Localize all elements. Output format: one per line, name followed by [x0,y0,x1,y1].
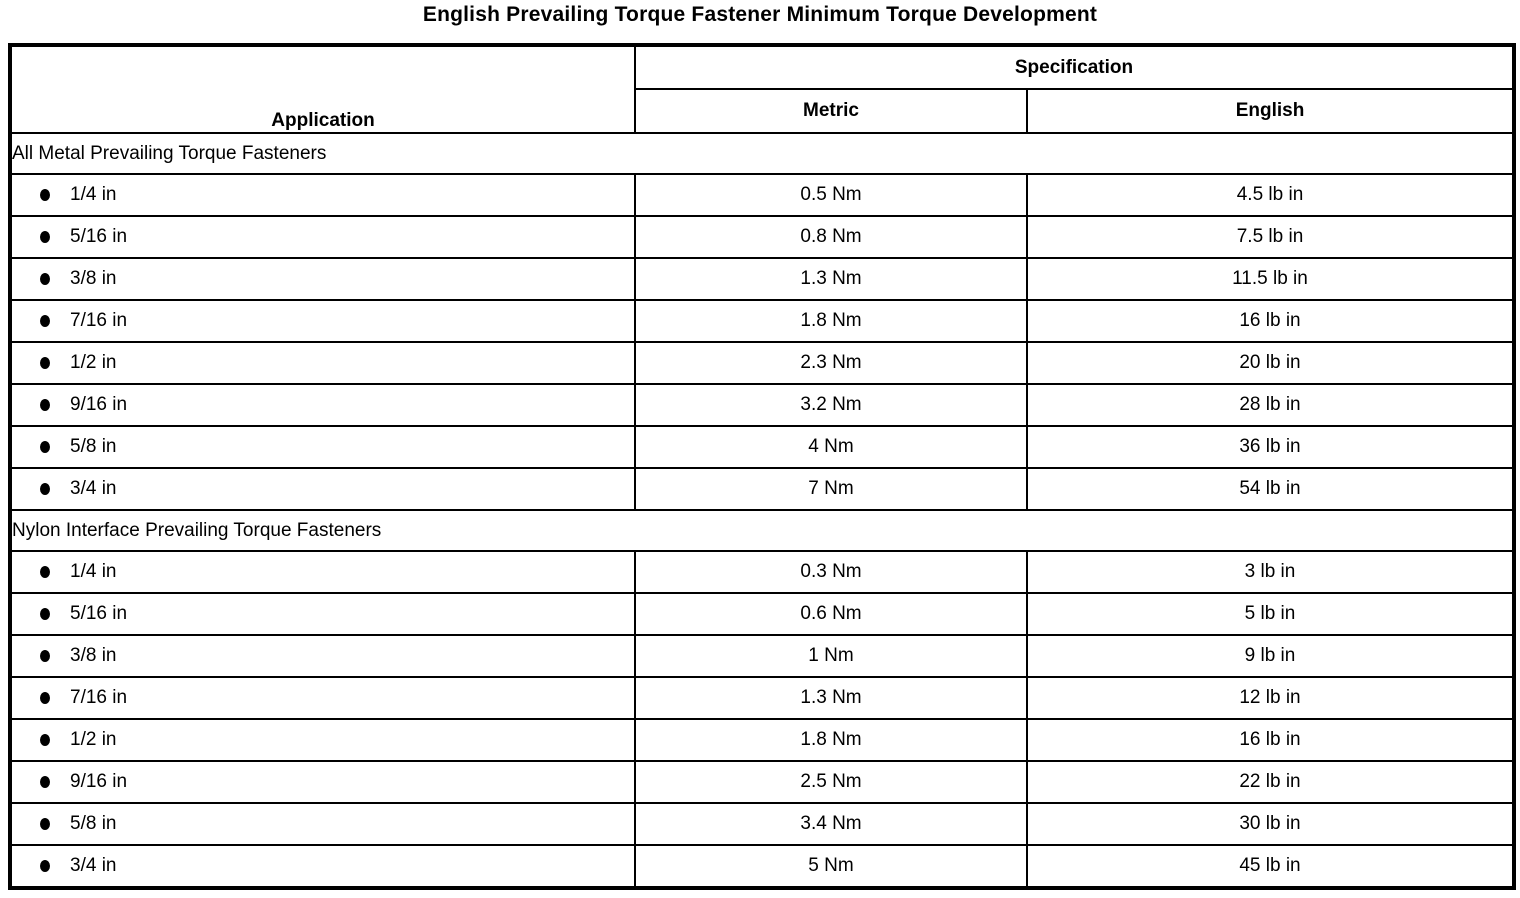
metric-cell: 1.3 Nm [635,258,1027,300]
application-label: 3/4 in [70,477,117,499]
english-cell: 28 lb in [1027,384,1514,426]
application-label: 7/16 in [70,686,128,708]
application-cell [10,342,635,384]
application-label: 5/8 in [70,435,117,457]
bullet-icon [40,315,50,327]
application-cell [10,761,635,803]
application-label: 3/8 in [70,644,117,666]
english-cell: 45 lb in [1027,845,1514,888]
application-label: 5/16 in [70,225,128,247]
english-cell: 3 lb in [1027,551,1514,593]
application-cell [10,216,635,258]
table-row [10,342,1514,384]
bullet-icon [40,776,50,788]
application-cell [10,719,635,761]
table-row [10,635,1514,677]
english-cell: 5 lb in [1027,593,1514,635]
table-row [10,593,1514,635]
english-cell: 22 lb in [1027,761,1514,803]
table-row [10,216,1514,258]
bullet-icon [40,441,50,453]
application-cell [10,384,635,426]
application-cell [10,174,635,216]
metric-cell: 0.5 Nm [635,174,1027,216]
application-label: 9/16 in [70,393,128,415]
bullet-icon [40,566,50,578]
application-cell [10,258,635,300]
english-cell: 30 lb in [1027,803,1514,845]
table-row [10,174,1514,216]
english-cell: 54 lb in [1027,468,1514,510]
metric-cell: 0.3 Nm [635,551,1027,593]
bullet-icon [40,650,50,662]
english-cell: 20 lb in [1027,342,1514,384]
section-header-row [10,133,1514,174]
header-row-top [10,45,1514,89]
application-label: 1/2 in [70,728,117,750]
metric-cell: 1 Nm [635,635,1027,677]
table-row [10,845,1514,888]
english-cell: 9 lb in [1027,635,1514,677]
column-header-specification: Specification [635,45,1514,89]
column-header-application: Application [10,45,635,133]
bullet-icon [40,483,50,495]
application-cell [10,468,635,510]
application-label: 1/4 in [70,183,117,205]
application-label: 1/4 in [70,560,117,582]
application-cell [10,635,635,677]
application-cell [10,677,635,719]
section-header-row [10,510,1514,551]
page-title: English Prevailing Torque Fastener Minimum Torque Development [422,3,1098,26]
bullet-icon [40,357,50,369]
column-header-metric: Metric [635,89,1027,133]
metric-cell: 1.8 Nm [635,719,1027,761]
table-row [10,384,1514,426]
application-cell [10,803,635,845]
metric-cell: 2.3 Nm [635,342,1027,384]
bullet-icon [40,818,50,830]
application-cell [10,845,635,888]
application-label: 5/8 in [70,812,117,834]
table-row [10,426,1514,468]
application-cell [10,300,635,342]
table-row [10,719,1514,761]
application-label: 7/16 in [70,309,128,331]
bullet-icon [40,860,50,872]
table-row [10,803,1514,845]
english-cell: 36 lb in [1027,426,1514,468]
metric-cell: 0.6 Nm [635,593,1027,635]
application-label: 3/4 in [70,854,117,876]
bullet-icon [40,608,50,620]
english-cell: 7.5 lb in [1027,216,1514,258]
bullet-icon [40,189,50,201]
application-cell [10,551,635,593]
table-row [10,551,1514,593]
table-row [10,468,1514,510]
section-header-all-metal: All Metal Prevailing Torque Fasteners [10,133,1514,174]
english-cell: 12 lb in [1027,677,1514,719]
application-label: 1/2 in [70,351,117,373]
english-cell: 16 lb in [1027,719,1514,761]
section-header-nylon-interface: Nylon Interface Prevailing Torque Fasteners [10,510,1514,551]
metric-cell: 1.8 Nm [635,300,1027,342]
english-cell: 11.5 lb in [1027,258,1514,300]
bullet-icon [40,273,50,285]
bullet-icon [40,734,50,746]
application-label: 5/16 in [70,602,128,624]
torque-table [8,43,1516,890]
metric-cell: 7 Nm [635,468,1027,510]
application-label: 9/16 in [70,770,128,792]
table-row [10,677,1514,719]
application-cell [10,593,635,635]
metric-cell: 4 Nm [635,426,1027,468]
english-cell: 16 lb in [1027,300,1514,342]
bullet-icon [40,399,50,411]
application-cell [10,426,635,468]
metric-cell: 1.3 Nm [635,677,1027,719]
application-label: 3/8 in [70,267,117,289]
metric-cell: 0.8 Nm [635,216,1027,258]
metric-cell: 3.4 Nm [635,803,1027,845]
metric-cell: 3.2 Nm [635,384,1027,426]
table-row [10,761,1514,803]
bullet-icon [40,231,50,243]
column-header-english: English [1027,89,1514,133]
table-row [10,258,1514,300]
metric-cell: 5 Nm [635,845,1027,888]
table-row [10,300,1514,342]
metric-cell: 2.5 Nm [635,761,1027,803]
bullet-icon [40,692,50,704]
english-cell: 4.5 lb in [1027,174,1514,216]
